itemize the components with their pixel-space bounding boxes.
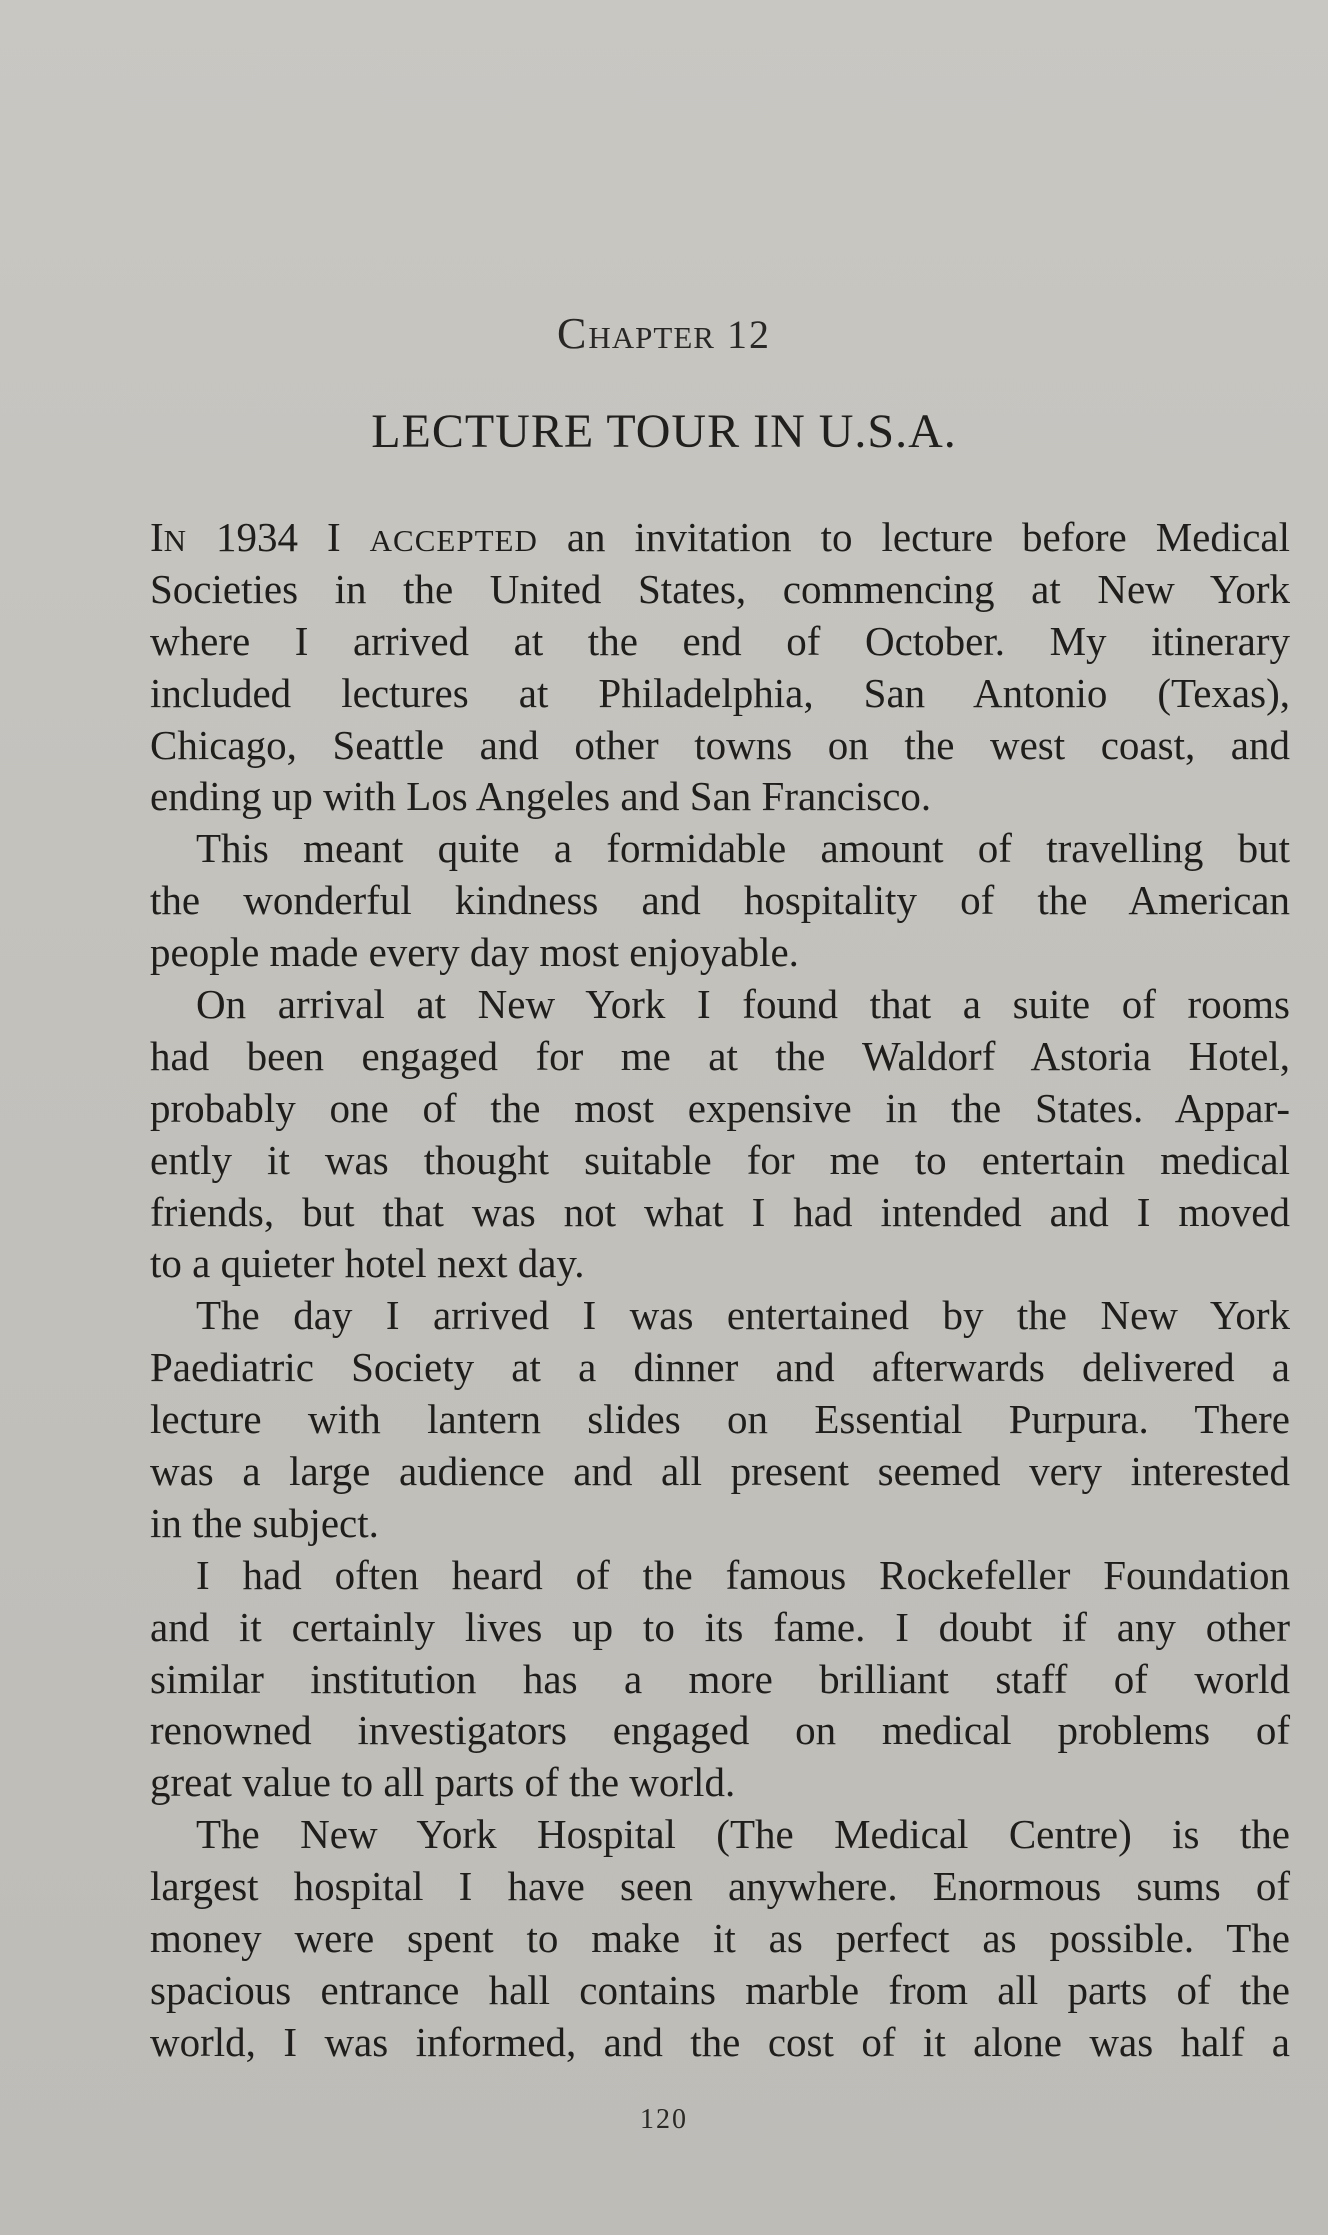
text-line: The day I arrived I was entertained by the New York [196, 1292, 1290, 1339]
text-line: great value to all parts of the world. [150, 1759, 736, 1806]
text-line-first [150, 512, 1290, 564]
text-line: similar institution has a more brilliant staff of world [150, 1655, 1290, 1702]
text-line: This meant quite a formidable amount of travelling but [196, 825, 1290, 872]
chapter-heading-rest: HAPTER [588, 320, 715, 355]
chapter-heading [0, 308, 1328, 359]
text-line: world, I was informed, and the cost of it alone was half a [150, 2018, 1290, 2065]
text-line: people made every day most enjoyable. [150, 929, 799, 976]
text-line: the wonderful kindness and hospitality of the American [150, 877, 1290, 924]
text-line: in the subject. [150, 1499, 379, 1546]
text-line: and it certainly lives up to its fame. I doubt if any other [150, 1603, 1290, 1650]
text-line: spacious entrance hall contains marble from all parts of the [150, 1966, 1290, 2013]
chapter-number: 12 [726, 312, 771, 357]
text-line: included lectures at Philadelphia, San Antonio (Texas), [150, 669, 1290, 716]
text-line: I had often heard of the famous Rockefeller Foundation [196, 1551, 1290, 1598]
text-line: to a quieter hotel next day. [150, 1240, 585, 1287]
opening-year: 1934 [216, 514, 299, 560]
chapter-title: LECTURE TOUR IN U.S.A. [371, 405, 957, 458]
text-line: Societies in the United States, commencing at New York [150, 565, 1290, 612]
text-line: money were spent to make it as perfect as possible. The [150, 1915, 1290, 1962]
text-line: probably one of the most expensive in the States. Appar- [150, 1084, 1290, 1131]
opening-initial: I [150, 514, 164, 560]
text-line: ently it was thought suitable for me to entertain medical [150, 1136, 1290, 1183]
text-line: largest hospital I have seen anywhere. Enormous sums of [150, 1863, 1290, 1910]
text-lines [150, 564, 1290, 2069]
text-line: Chicago, Seattle and other towns on the west coast, and [150, 721, 1290, 768]
text-line: ending up with Los Angeles and San Francisco. [150, 773, 932, 820]
opening-smallcaps: N [163, 523, 188, 558]
text-line: was a large audience and all present seemed very interested [150, 1448, 1290, 1495]
text-line: friends, but that was not what I had intended and I moved [150, 1188, 1290, 1235]
chapter-heading-initial: C [557, 309, 589, 358]
text-line: On arrival at New York I found that a suite of rooms [196, 981, 1290, 1028]
opening-pronoun: I [327, 514, 341, 560]
text-line: Paediatric Society at a dinner and afterwards delivered a [150, 1344, 1290, 1391]
text-line: had been engaged for me at the Waldorf Astoria Hotel, [150, 1032, 1290, 1079]
text-line: where I arrived at the end of October. My itinerary [150, 617, 1290, 664]
body-text [150, 512, 1290, 2069]
text-line: renowned investigators engaged on medical problems of [150, 1707, 1290, 1754]
text-line: The New York Hospital (The Medical Centre) is the [196, 1811, 1290, 1858]
opening-rest: an invitation to lecture before Medical [566, 514, 1291, 560]
page-number: 120 [640, 2104, 688, 2135]
text-line: lecture with lantern slides on Essential Purpura. There [150, 1396, 1290, 1443]
opening-smallcaps-verb: ACCEPTED [369, 523, 538, 558]
